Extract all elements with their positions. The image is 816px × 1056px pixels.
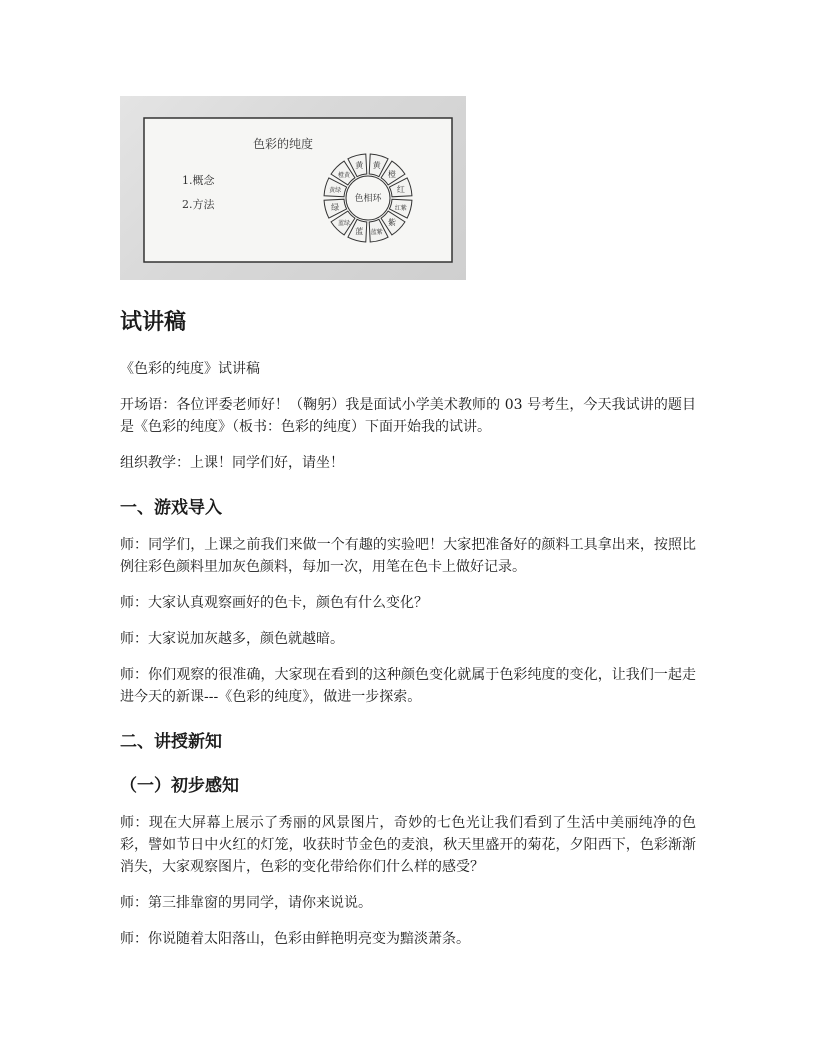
board-title: 色彩的纯度 xyxy=(252,137,314,151)
section2-subheading: （一）初步感知 xyxy=(120,776,239,796)
wheel-segment-label: 绿 xyxy=(331,202,340,212)
section1-paragraph: 师：同学们，上课之前我们来做一个有趣的实验吧！大家把准备好的颜料工具拿出来，按照比例往彩色颜料里加灰色颜料，每加一次，用笔在色卡上做好记录。 xyxy=(120,537,696,575)
wheel-segment-label: 红 xyxy=(396,185,405,195)
section2-paragraph: 师：第三排靠窗的男同学，请你来说说。 xyxy=(120,895,372,911)
section1-paragraph: 师：你们观察的很准确，大家现在看到的这种颜色变化就属于色彩纯度的变化，让我们一起走进今天的新课---《色彩的纯度》，做进一步探索。 xyxy=(120,667,696,705)
section1-heading: 一、游戏导入 xyxy=(120,498,222,518)
opening-paragraph: 开场语：各位评委老师好！（鞠躬）我是面试小学美术教师的 03 号考生，今天我试讲的题目是《色彩的纯度》（板书：色彩的纯度）下面开始我的试讲。 xyxy=(120,397,696,435)
section2-paragraph: 师：你说随着太阳落山，色彩由鲜艳明亮变为黯淡萧条。 xyxy=(120,931,470,947)
section2-paragraph: 师：现在大屏幕上展示了秀丽的风景图片，奇妙的七色光让我们看到了生活中美丽纯净的色彩，譬如节日中火红的灯笼，收获时节金色的麦浪，秋天里盛开的菊花，夕阳西下，色彩渐渐消失，大家观察图片，色彩的变化带给你们什么样的感受？ xyxy=(120,815,696,875)
doc-subtitle: 《色彩的纯度》试讲稿 xyxy=(120,361,260,377)
board-item-2: 2.方法 xyxy=(182,198,215,211)
doc-title: 试讲稿 xyxy=(120,310,187,335)
board-drawing xyxy=(120,96,466,280)
wheel-segment-label: 红紫 xyxy=(394,204,407,212)
wheel-segment-label: 紫 xyxy=(388,218,397,228)
wheel-segment-label: 橙黄 xyxy=(337,171,350,179)
wheel-segment-label: 蓝紫 xyxy=(370,228,383,236)
wheel-center-label: 色相环 xyxy=(354,194,382,204)
section2-heading: 二、讲授新知 xyxy=(120,732,222,752)
board-item-1: 1.概念 xyxy=(182,174,215,187)
wheel-segment-label: 黄绿 xyxy=(329,187,342,195)
wheel-segment-label: 蓝 xyxy=(355,226,364,236)
section1-paragraph: 师：大家说加灰越多，颜色就越暗。 xyxy=(120,631,344,647)
wheel-segment-label: 橙 xyxy=(388,169,397,179)
section1-paragraph: 师：大家认真观察画好的色卡，颜色有什么变化？ xyxy=(120,595,428,611)
blackboard-photo xyxy=(120,96,466,280)
document-body xyxy=(120,300,696,964)
wheel-segment-label: 黄 xyxy=(355,161,364,171)
wheel-segment-label: 黄 xyxy=(372,161,381,171)
organize-paragraph: 组织教学：上课！同学们好，请坐！ xyxy=(120,455,344,471)
wheel-segment-label: 蓝绿 xyxy=(337,220,350,228)
